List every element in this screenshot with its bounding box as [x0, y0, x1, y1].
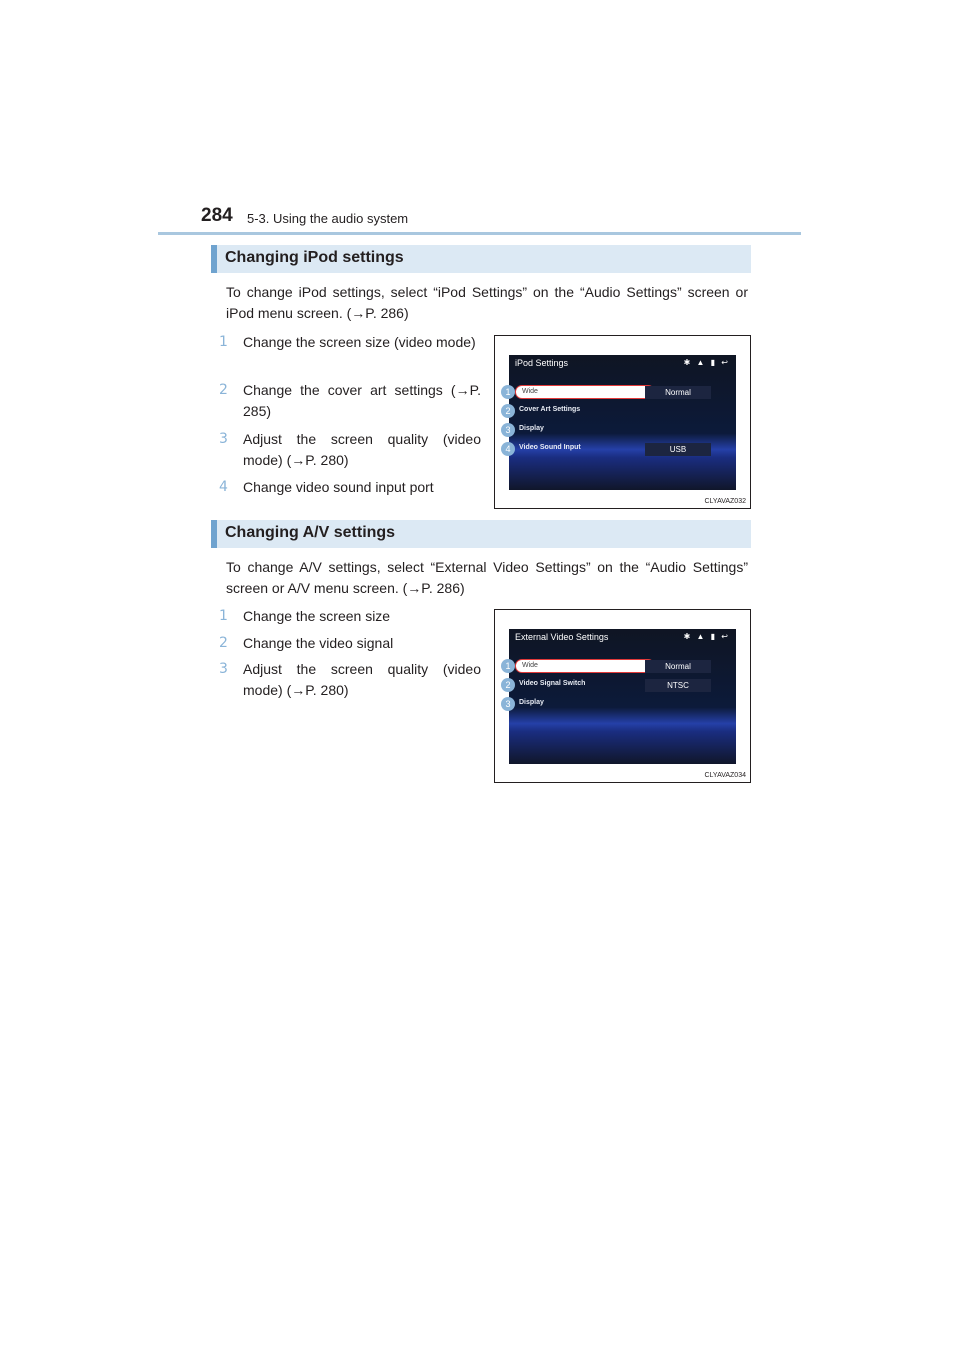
setting-row-video-sound-input[interactable]: [515, 442, 727, 456]
step-number: 3: [219, 661, 228, 677]
row-label: Display: [519, 699, 544, 706]
step-number: 2: [219, 382, 228, 398]
callout-tag: 2: [501, 678, 515, 692]
step-text: Change the screen size (video mode): [243, 334, 476, 350]
section-heading-av: [211, 520, 751, 548]
screen: [509, 629, 736, 764]
image-code: CLYAVAZ032: [704, 498, 746, 505]
row-value: NTSC: [645, 679, 711, 692]
row-value: Normal: [645, 386, 711, 399]
step-text: Change the cover art settings (→P. 285): [243, 382, 481, 419]
row-label: Video Sound Input: [519, 444, 581, 451]
row-label: Wide: [522, 662, 538, 669]
section-intro: To change iPod settings, select “iPod Settings” on the “Audio Settings” screen or iPod menu screen. (→P. 286): [226, 284, 748, 321]
screen-title: iPod Settings: [515, 358, 569, 368]
callout-tag: 4: [501, 442, 515, 456]
setting-row-display[interactable]: [515, 697, 727, 711]
row-label: Video Signal Switch: [519, 680, 586, 687]
step-number: 3: [219, 431, 228, 447]
page-number: 284: [201, 205, 233, 226]
step-text: Change the video signal: [243, 635, 394, 651]
step-number: 1: [219, 334, 228, 350]
row-label: Wide: [522, 388, 538, 395]
ipod-settings-screenshot: [494, 335, 751, 509]
status-icons: ✱ ▲ ▮ ↩: [683, 358, 730, 367]
section-title: Changing A/V settings: [225, 524, 396, 541]
header-rule: [158, 232, 801, 235]
callout-tag: 1: [501, 659, 515, 673]
setting-row-wide-value: [515, 385, 727, 399]
section-intro: To change A/V settings, select “External Video Settings” on the “Audio Settings” screen or A/V menu screen. (→P. 286): [226, 559, 748, 596]
step-text: Adjust the screen quality (video mode) (→P. 280): [243, 661, 481, 698]
callout-tag: 2: [501, 404, 515, 418]
row-label: Display: [519, 425, 544, 432]
status-icons: ✱ ▲ ▮ ↩: [683, 632, 730, 641]
setting-row-cover-art[interactable]: [515, 404, 727, 418]
row-value: USB: [645, 443, 711, 456]
setting-row-wide-value: [515, 659, 727, 673]
image-code: CLYAVAZ034: [704, 772, 746, 779]
chapter-title: 5-3. Using the audio system: [247, 211, 409, 226]
step-text: Change video sound input port: [243, 479, 434, 495]
setting-row-video-signal-switch[interactable]: [515, 678, 727, 692]
row-value: Normal: [645, 660, 711, 673]
external-video-settings-screenshot: [494, 609, 751, 783]
step-number: 4: [219, 479, 228, 495]
callout-tag: 1: [501, 385, 515, 399]
callout-tag: 3: [501, 697, 515, 711]
screen-title: External Video Settings: [515, 632, 609, 642]
step-text: Adjust the screen quality (video mode) (→P. 280): [243, 431, 481, 468]
step-text: Change the screen size: [243, 608, 391, 624]
screen: [509, 355, 736, 490]
setting-row-display[interactable]: [515, 423, 727, 437]
callout-tag: 3: [501, 423, 515, 437]
step-number: 2: [219, 635, 228, 651]
row-label: Cover Art Settings: [519, 406, 581, 413]
section-heading-ipod: [211, 245, 751, 273]
section-title: Changing iPod settings: [225, 249, 404, 266]
step-number: 1: [219, 608, 228, 624]
